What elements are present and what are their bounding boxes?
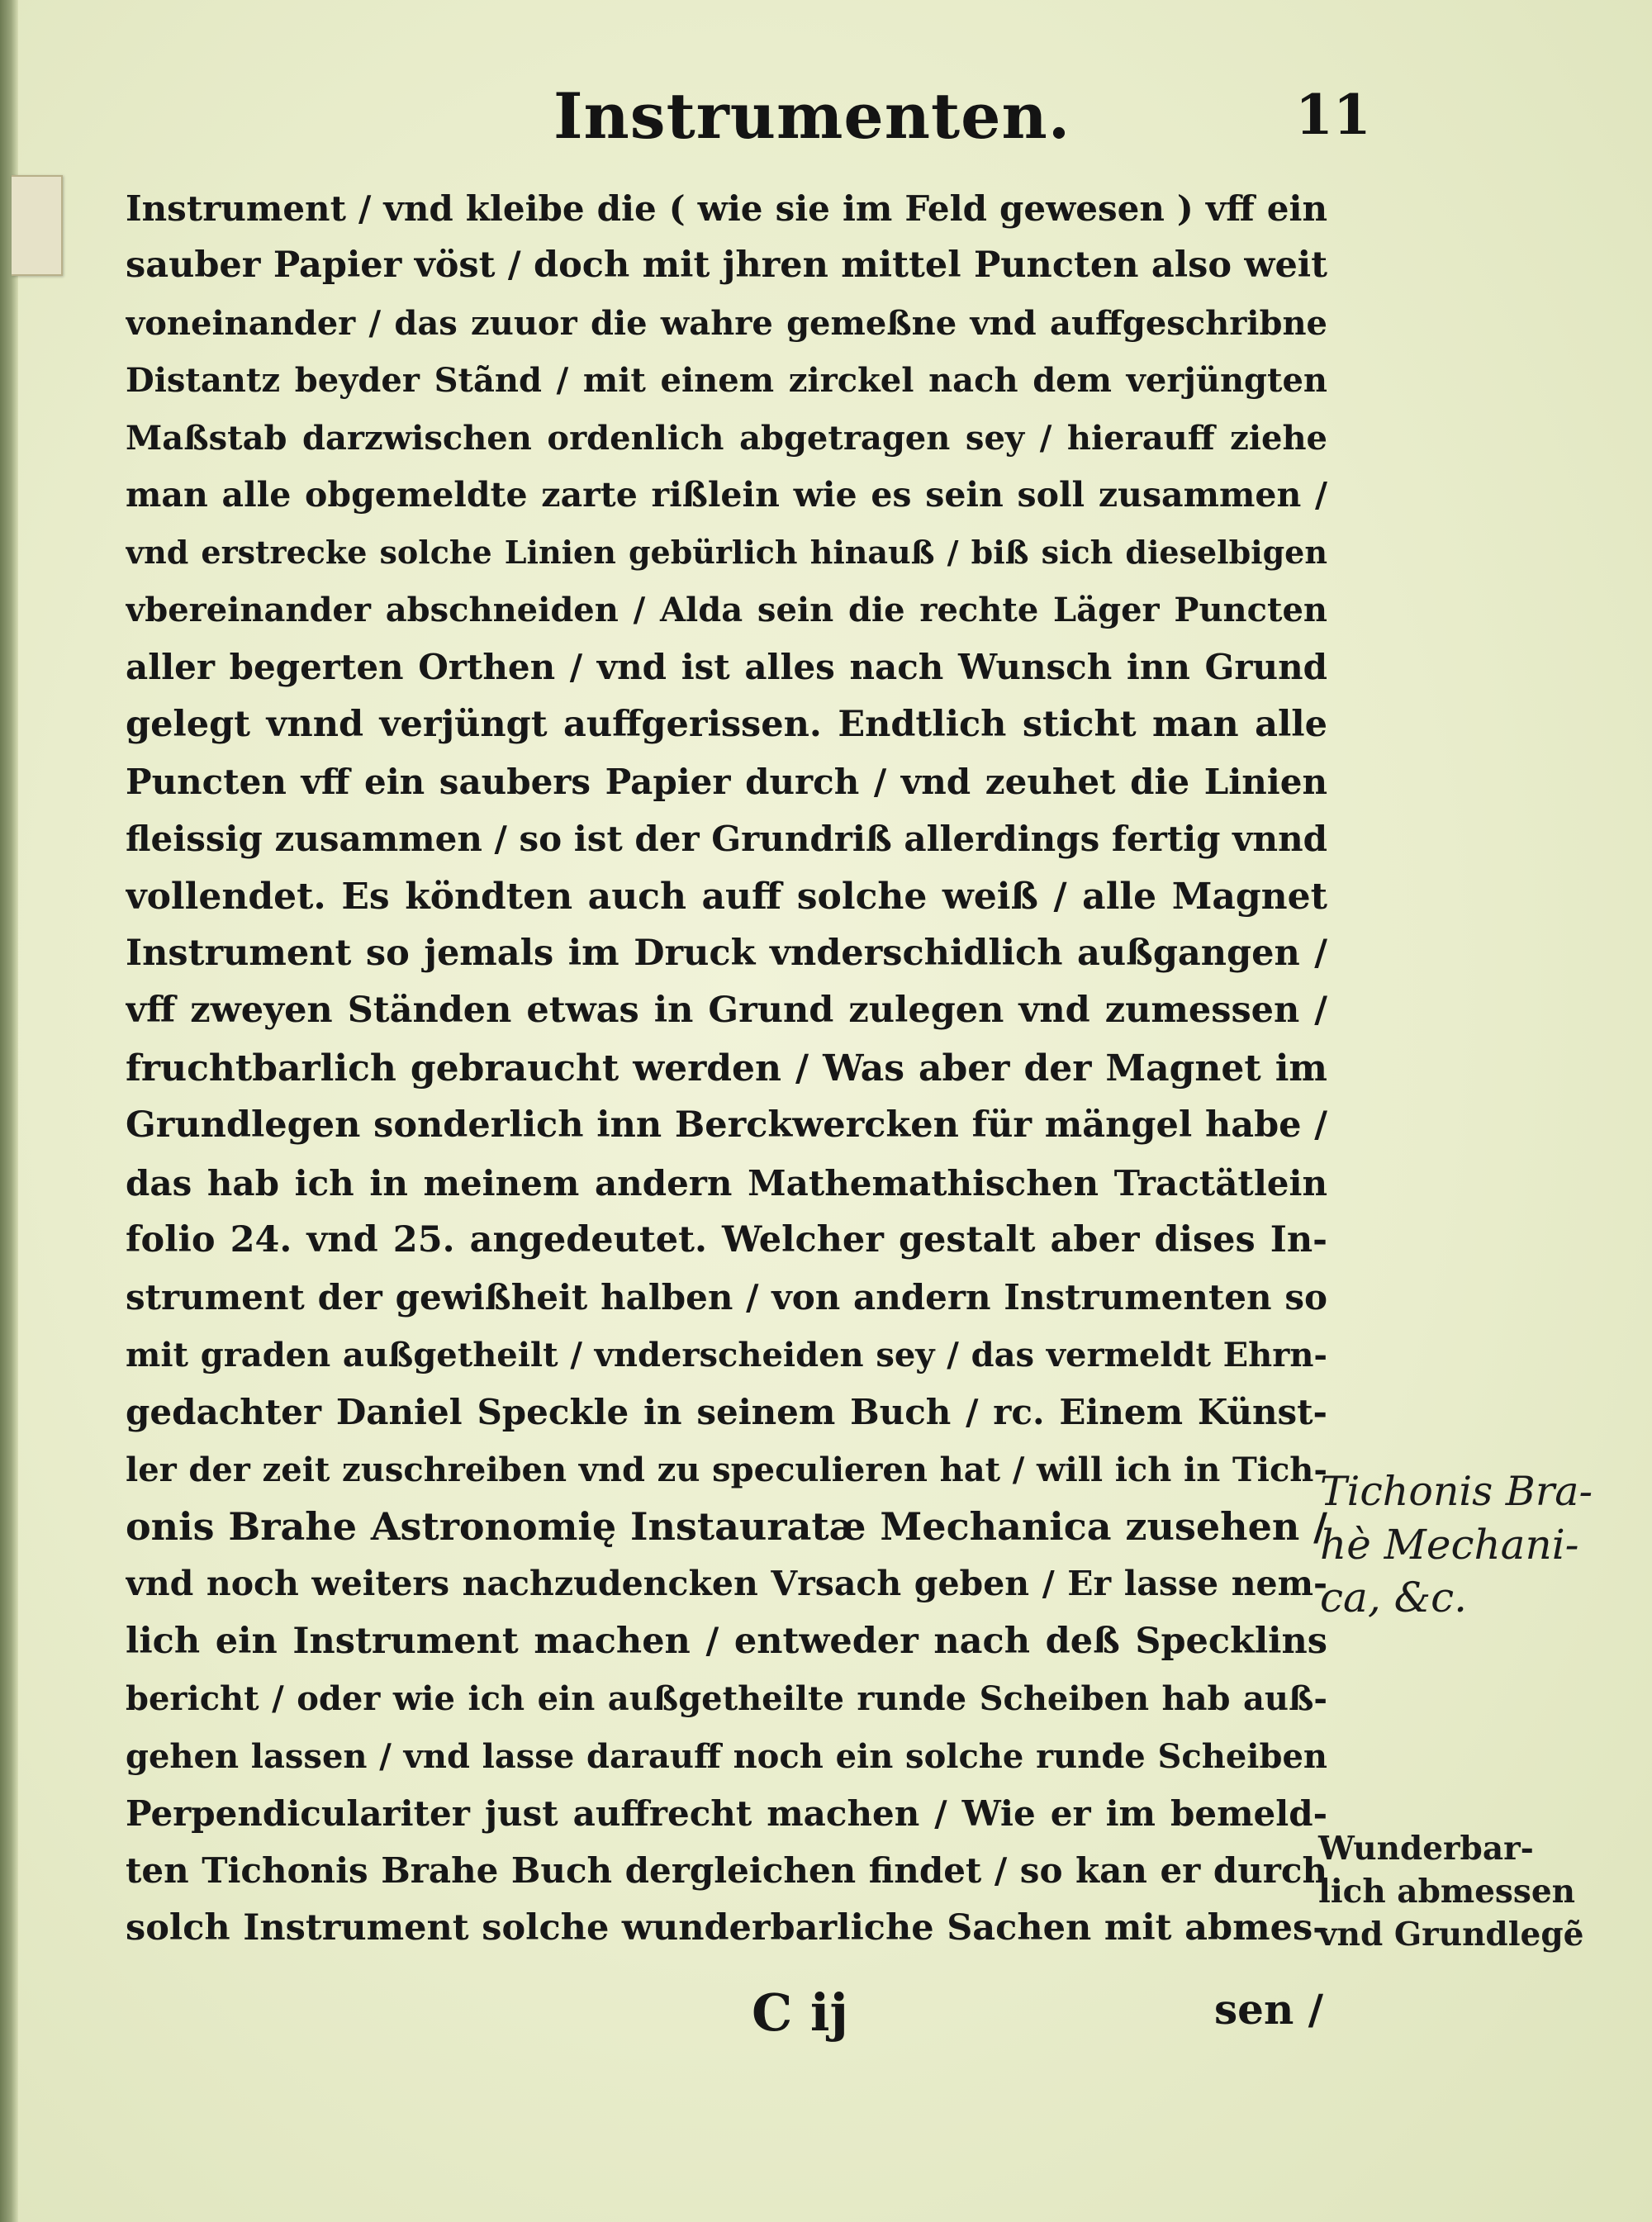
margin-note-line: ca, &c. xyxy=(1320,1574,1468,1621)
text-line: ten Tichonis Brahe Buch dergleichen findet / so kan er durch xyxy=(126,1850,1327,1892)
text-line: Perpendiculariter just auffrecht machen / Wie er im bemeld- xyxy=(126,1792,1327,1834)
body-text xyxy=(126,180,1327,1957)
text-line: man alle obgemeldte zarte rißlein wie es sein soll zusammen / xyxy=(126,474,1327,515)
text-line: vbereinander abschneiden / Alda sein die rechte Läger Puncten xyxy=(126,590,1327,629)
text-line: lich ein Instrument machen / entweder nach deß Specklins xyxy=(126,1620,1327,1662)
text-line: Instrument / vnd kleibe die ( wie sie im Feld gewesen ) vff ein xyxy=(126,188,1327,229)
text-line: Puncten vff ein saubers Papier durch / vnd zeuhet die Linien xyxy=(126,761,1327,802)
text-line: Maßstab darzwischen ordenlich abgetragen sey / hierauff ziehe xyxy=(126,418,1327,458)
page-number: 11 xyxy=(1295,83,1371,147)
text-line: das hab ich in meinem andern Mathemathischen Tractätlein xyxy=(126,1162,1327,1204)
margin-note-tycho xyxy=(1320,1465,1597,1624)
paper-tab xyxy=(12,175,63,276)
text-line: mit graden außgetheilt / vnderscheiden sey / das vermeldt Ehrn- xyxy=(126,1335,1327,1375)
text-line: voneinander / das zuuor die wahre gemeßne vnd auffgeschribne xyxy=(126,303,1327,343)
text-line: fruchtbarlich gebraucht werden / Was aber der Magnet im xyxy=(126,1047,1327,1090)
margin-note-line: lich abmessen xyxy=(1318,1873,1576,1911)
text-line: vollendet. Es köndten auch auff solche weiß / alle Magnet xyxy=(126,875,1327,918)
running-title: Instrumenten. xyxy=(553,79,1071,153)
text-line: gelegt vnnd verjüngt auffgerissen. Endtlich sticht man alle xyxy=(126,703,1327,745)
text-line: aller begerten Orthen / vnd ist alles nach Wunsch inn Grund xyxy=(126,647,1327,688)
text-line: strument der gewißheit halben / von andern Instrumenten so xyxy=(126,1277,1327,1318)
text-line: gedachter Daniel Speckle in seinem Buch / rc. Einem Künst- xyxy=(126,1392,1327,1433)
text-line: vff zweyen Ständen etwas in Grund zulegen vnd zumessen / xyxy=(126,990,1327,1032)
text-line: solch Instrument solche wunderbarliche Sachen mit abmes- xyxy=(126,1906,1327,1949)
margin-note-line: Tichonis Bra- xyxy=(1320,1468,1593,1515)
catchword: sen / xyxy=(1214,1985,1323,2034)
text-line: fleissig zusammen / so ist der Grundriß allerdings fertig vnnd xyxy=(126,819,1327,860)
text-line: Grundlegen sonderlich inn Berckwercken für mängel habe / xyxy=(126,1104,1327,1147)
text-line: vnd erstrecke solche Linien gebürlich hinauß / biß sich dieselbigen xyxy=(126,534,1327,572)
signature-mark: C ij xyxy=(752,1982,848,2043)
text-line: folio 24. vnd 25. angedeutet. Welcher gestalt aber dises In- xyxy=(126,1219,1327,1261)
text-line: vnd noch weiters nachzudencken Vrsach geben / Er lasse nem- xyxy=(126,1564,1327,1604)
text-line: ler der zeit zuschreiben vnd zu speculieren hat / will ich in Tich- xyxy=(126,1450,1327,1489)
margin-note-line: vnd Grundlegẽ xyxy=(1318,1916,1584,1954)
text-line: sauber Papier vöst / doch mit jhren mittel Puncten also weit xyxy=(126,245,1327,287)
margin-note-line: hè Mechani- xyxy=(1320,1521,1579,1569)
text-line: gehen lassen / vnd lasse darauff noch ein solche runde Scheiben xyxy=(126,1736,1327,1776)
text-line: Distantz beyder Stãnd / mit einem zirckel nach dem verjüngten xyxy=(126,361,1327,401)
binding-gutter xyxy=(0,0,18,2222)
text-line: onis Brahe Astronomię Instauratæ Mechanica zusehen / xyxy=(126,1503,1327,1549)
running-head xyxy=(0,79,1371,162)
margin-note-wunderbar xyxy=(1318,1827,1599,1956)
text-line: Instrument so jemals im Druck vnderschidlich außgangen / xyxy=(126,933,1327,975)
margin-note-line: Wunderbar- xyxy=(1318,1830,1534,1868)
text-line: bericht / oder wie ich ein außgetheilte runde Scheiben hab auß- xyxy=(126,1679,1327,1719)
